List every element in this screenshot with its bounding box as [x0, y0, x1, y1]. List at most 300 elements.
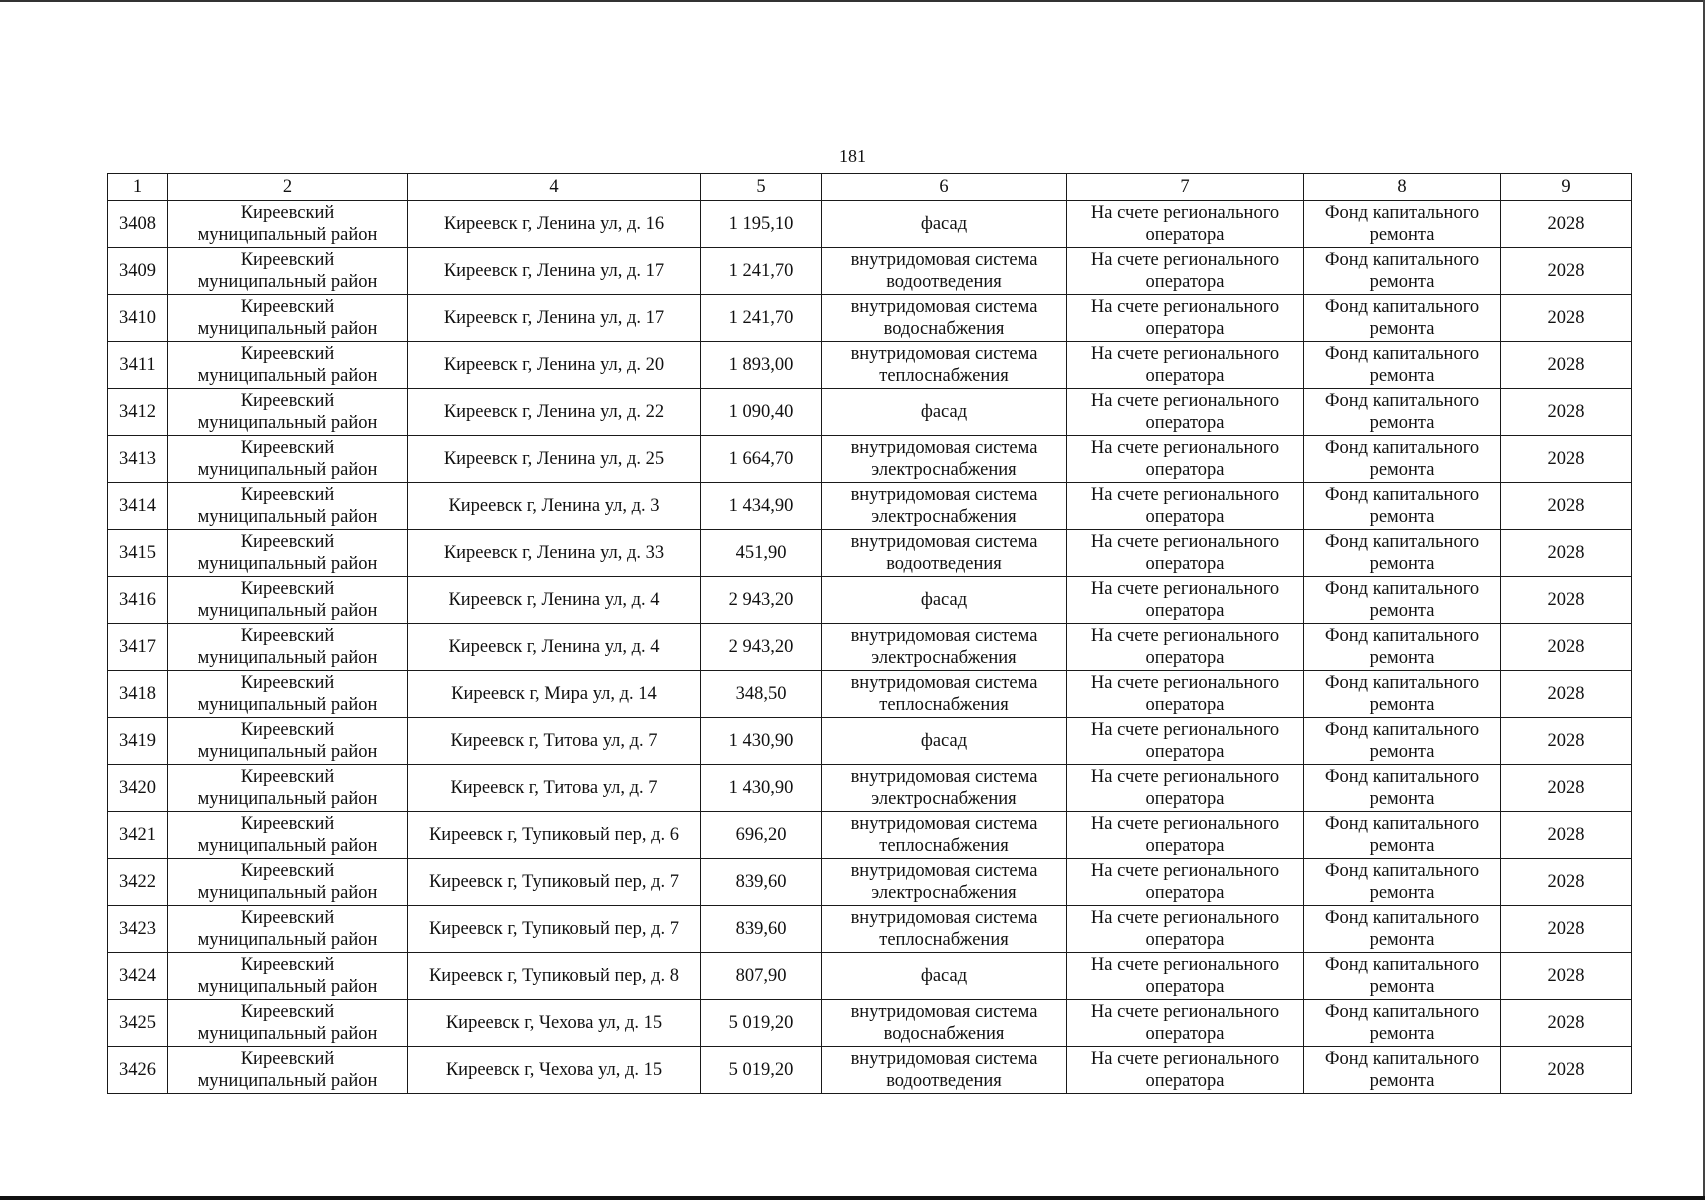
funding-source-cell-line: Фонд капитального — [1324, 532, 1480, 552]
row-number-cell: 3420 — [108, 765, 168, 812]
work-type-cell-line: фасад — [920, 966, 968, 986]
account-cell-line: На счете регионального — [1090, 1002, 1280, 1022]
district-cell — [168, 389, 408, 436]
funding-source-cell-line: Фонд капитального — [1324, 767, 1480, 787]
district-cell-line: Киреевский — [240, 532, 335, 552]
district-cell — [168, 436, 408, 483]
work-type-cell — [822, 1000, 1067, 1047]
area-cell: 1 893,00 — [701, 342, 822, 389]
row-number-cell: 3415 — [108, 530, 168, 577]
address-cell: Киреевск г, Ленина ул, д. 16 — [408, 201, 701, 248]
address-cell: Киреевск г, Ленина ул, д. 17 — [408, 248, 701, 295]
scan-edge-bottom — [0, 1196, 1705, 1200]
work-type-cell-line: внутридомовая система — [850, 485, 1038, 505]
district-cell-line: муниципальный район — [197, 366, 378, 386]
row-number-cell: 3422 — [108, 859, 168, 906]
funding-source-cell — [1304, 295, 1501, 342]
table-row — [108, 248, 1632, 295]
column-number-row — [108, 174, 1632, 201]
account-cell-line: оператора — [1145, 977, 1225, 997]
account-cell — [1067, 953, 1304, 1000]
work-type-cell — [822, 248, 1067, 295]
table-row — [108, 765, 1632, 812]
district-cell — [168, 248, 408, 295]
row-number-cell: 3414 — [108, 483, 168, 530]
district-cell — [168, 295, 408, 342]
account-cell — [1067, 812, 1304, 859]
column-header: 8 — [1304, 174, 1501, 201]
account-cell-line: На счете регионального — [1090, 297, 1280, 317]
work-type-cell — [822, 671, 1067, 718]
account-cell — [1067, 1000, 1304, 1047]
address-cell: Киреевск г, Ленина ул, д. 20 — [408, 342, 701, 389]
district-cell-line: Киреевский — [240, 579, 335, 599]
account-cell — [1067, 718, 1304, 765]
address-cell: Киреевск г, Тупиковый пер, д. 7 — [408, 859, 701, 906]
account-cell-line: оператора — [1145, 319, 1225, 339]
funding-source-cell-line: ремонта — [1369, 1024, 1435, 1044]
work-type-cell-line: внутридомовая система — [850, 344, 1038, 364]
address-cell: Киреевск г, Ленина ул, д. 4 — [408, 577, 701, 624]
work-type-cell — [822, 953, 1067, 1000]
table-row — [108, 342, 1632, 389]
funding-source-cell-line: ремонта — [1369, 930, 1435, 950]
year-cell: 2028 — [1501, 483, 1632, 530]
work-type-cell — [822, 718, 1067, 765]
funding-source-cell-line: Фонд капитального — [1324, 297, 1480, 317]
work-type-cell — [822, 859, 1067, 906]
district-cell — [168, 1047, 408, 1094]
funding-source-cell-line: ремонта — [1369, 601, 1435, 621]
district-cell-line: Киреевский — [240, 720, 335, 740]
work-type-cell-line: водоснабжения — [883, 319, 1005, 339]
district-cell — [168, 577, 408, 624]
funding-source-cell-line: ремонта — [1369, 554, 1435, 574]
work-type-cell-line: внутридомовая система — [850, 673, 1038, 693]
work-type-cell-line: внутридомовая система — [850, 532, 1038, 552]
area-cell: 839,60 — [701, 859, 822, 906]
funding-source-cell — [1304, 248, 1501, 295]
account-cell-line: оператора — [1145, 601, 1225, 621]
district-cell-line: муниципальный район — [197, 977, 378, 997]
funding-source-cell — [1304, 953, 1501, 1000]
account-cell — [1067, 530, 1304, 577]
column-header: 6 — [822, 174, 1067, 201]
account-cell-line: На счете регионального — [1090, 908, 1280, 928]
year-cell: 2028 — [1501, 953, 1632, 1000]
column-header: 7 — [1067, 174, 1304, 201]
district-cell-line: муниципальный район — [197, 742, 378, 762]
year-cell: 2028 — [1501, 906, 1632, 953]
funding-source-cell — [1304, 436, 1501, 483]
year-cell: 2028 — [1501, 577, 1632, 624]
district-cell-line: Киреевский — [240, 767, 335, 787]
district-cell-line: муниципальный район — [197, 930, 378, 950]
district-cell-line: муниципальный район — [197, 319, 378, 339]
area-cell: 2 943,20 — [701, 624, 822, 671]
year-cell: 2028 — [1501, 389, 1632, 436]
funding-source-cell-line: ремонта — [1369, 413, 1435, 433]
funding-source-cell-line: ремонта — [1369, 695, 1435, 715]
work-type-cell-line: электроснабжения — [871, 460, 1017, 480]
work-type-cell — [822, 483, 1067, 530]
account-cell-line: На счете регионального — [1090, 532, 1280, 552]
table-row — [108, 389, 1632, 436]
area-cell: 5 019,20 — [701, 1047, 822, 1094]
column-header: 4 — [408, 174, 701, 201]
funding-source-cell-line: ремонта — [1369, 225, 1435, 245]
funding-source-cell-line: ремонта — [1369, 742, 1435, 762]
district-cell-line: Киреевский — [240, 391, 335, 411]
funding-source-cell-line: ремонта — [1369, 272, 1435, 292]
account-cell-line: оператора — [1145, 1071, 1225, 1091]
year-cell: 2028 — [1501, 859, 1632, 906]
account-cell-line: На счете регионального — [1090, 955, 1280, 975]
row-number-cell: 3423 — [108, 906, 168, 953]
row-number-cell: 3426 — [108, 1047, 168, 1094]
work-type-cell — [822, 577, 1067, 624]
funding-source-cell — [1304, 530, 1501, 577]
account-cell — [1067, 201, 1304, 248]
account-cell-line: На счете регионального — [1090, 579, 1280, 599]
funding-source-cell-line: ремонта — [1369, 366, 1435, 386]
work-type-cell-line: теплоснабжения — [879, 930, 1009, 950]
column-header: 1 — [108, 174, 168, 201]
work-type-cell — [822, 1047, 1067, 1094]
work-type-cell-line: фасад — [920, 590, 968, 610]
district-cell — [168, 812, 408, 859]
account-cell-line: На счете регионального — [1090, 203, 1280, 223]
account-cell-line: оператора — [1145, 789, 1225, 809]
table-row — [108, 953, 1632, 1000]
account-cell-line: На счете регионального — [1090, 250, 1280, 270]
table-row — [108, 1047, 1632, 1094]
address-cell: Киреевск г, Чехова ул, д. 15 — [408, 1047, 701, 1094]
table-row — [108, 436, 1632, 483]
row-number-cell: 3413 — [108, 436, 168, 483]
address-cell: Киреевск г, Чехова ул, д. 15 — [408, 1000, 701, 1047]
row-number-cell: 3425 — [108, 1000, 168, 1047]
district-cell-line: муниципальный район — [197, 695, 378, 715]
work-type-cell-line: внутридомовая система — [850, 908, 1038, 928]
district-cell-line: муниципальный район — [197, 413, 378, 433]
row-number-cell: 3418 — [108, 671, 168, 718]
district-cell — [168, 342, 408, 389]
row-number-cell: 3421 — [108, 812, 168, 859]
account-cell — [1067, 483, 1304, 530]
district-cell-line: Киреевский — [240, 814, 335, 834]
district-cell — [168, 953, 408, 1000]
work-type-cell — [822, 201, 1067, 248]
work-type-cell — [822, 624, 1067, 671]
year-cell: 2028 — [1501, 295, 1632, 342]
work-type-cell — [822, 530, 1067, 577]
account-cell-line: На счете регионального — [1090, 626, 1280, 646]
year-cell: 2028 — [1501, 248, 1632, 295]
address-cell: Киреевск г, Тупиковый пер, д. 8 — [408, 953, 701, 1000]
column-header: 2 — [168, 174, 408, 201]
funding-source-cell-line: Фонд капитального — [1324, 814, 1480, 834]
table-row — [108, 295, 1632, 342]
district-cell — [168, 765, 408, 812]
district-cell-line: муниципальный район — [197, 836, 378, 856]
district-cell-line: Киреевский — [240, 955, 335, 975]
account-cell-line: оператора — [1145, 507, 1225, 527]
work-type-cell-line: теплоснабжения — [879, 366, 1009, 386]
work-type-cell-line: внутридомовая система — [850, 250, 1038, 270]
district-cell-line: Киреевский — [240, 438, 335, 458]
row-number-cell: 3408 — [108, 201, 168, 248]
table-row — [108, 859, 1632, 906]
account-cell — [1067, 342, 1304, 389]
account-cell-line: На счете регионального — [1090, 1049, 1280, 1069]
work-type-cell-line: внутридомовая система — [850, 626, 1038, 646]
row-number-cell: 3411 — [108, 342, 168, 389]
row-number-cell: 3416 — [108, 577, 168, 624]
account-cell-line: На счете регионального — [1090, 673, 1280, 693]
funding-source-cell-line: ремонта — [1369, 977, 1435, 997]
row-number-cell: 3419 — [108, 718, 168, 765]
area-cell: 696,20 — [701, 812, 822, 859]
work-type-cell-line: внутридомовая система — [850, 297, 1038, 317]
district-cell — [168, 718, 408, 765]
account-cell-line: На счете регионального — [1090, 720, 1280, 740]
funding-source-cell-line: Фонд капитального — [1324, 908, 1480, 928]
funding-source-cell — [1304, 859, 1501, 906]
funding-source-cell-line: ремонта — [1369, 648, 1435, 668]
table-row — [108, 201, 1632, 248]
district-cell-line: муниципальный район — [197, 648, 378, 668]
table-row — [108, 530, 1632, 577]
funding-source-cell — [1304, 718, 1501, 765]
account-cell-line: На счете регионального — [1090, 438, 1280, 458]
work-type-cell-line: фасад — [920, 214, 968, 234]
address-cell: Киреевск г, Ленина ул, д. 3 — [408, 483, 701, 530]
account-cell — [1067, 436, 1304, 483]
page-number: 181 — [839, 146, 866, 166]
work-type-cell — [822, 765, 1067, 812]
funding-source-cell — [1304, 671, 1501, 718]
account-cell-line: На счете регионального — [1090, 391, 1280, 411]
work-type-cell-line: водоотведения — [886, 554, 1002, 574]
column-header: 5 — [701, 174, 822, 201]
account-cell-line: оператора — [1145, 648, 1225, 668]
district-cell-line: Киреевский — [240, 297, 335, 317]
row-number-cell: 3424 — [108, 953, 168, 1000]
district-cell-line: муниципальный район — [197, 272, 378, 292]
address-cell: Киреевск г, Ленина ул, д. 22 — [408, 389, 701, 436]
funding-source-cell — [1304, 765, 1501, 812]
area-cell: 451,90 — [701, 530, 822, 577]
funding-source-cell-line: Фонд капитального — [1324, 1049, 1480, 1069]
account-cell-line: оператора — [1145, 272, 1225, 292]
work-type-cell-line: теплоснабжения — [879, 695, 1009, 715]
work-type-cell — [822, 812, 1067, 859]
district-cell — [168, 1000, 408, 1047]
scan-edge-top — [0, 0, 1705, 2]
district-cell-line: Киреевский — [240, 1002, 335, 1022]
district-cell — [168, 483, 408, 530]
address-cell: Киреевск г, Мира ул, д. 14 — [408, 671, 701, 718]
account-cell-line: оператора — [1145, 225, 1225, 245]
district-cell-line: Киреевский — [240, 908, 335, 928]
area-cell: 348,50 — [701, 671, 822, 718]
year-cell: 2028 — [1501, 671, 1632, 718]
account-cell-line: оператора — [1145, 836, 1225, 856]
account-cell — [1067, 389, 1304, 436]
funding-source-cell-line: Фонд капитального — [1324, 391, 1480, 411]
area-cell: 1 241,70 — [701, 248, 822, 295]
table-row — [108, 624, 1632, 671]
year-cell: 2028 — [1501, 1000, 1632, 1047]
account-cell-line: На счете регионального — [1090, 344, 1280, 364]
account-cell-line: На счете регионального — [1090, 814, 1280, 834]
account-cell — [1067, 295, 1304, 342]
area-cell: 1 664,70 — [701, 436, 822, 483]
table-row — [108, 812, 1632, 859]
funding-source-cell-line: Фонд капитального — [1324, 344, 1480, 364]
work-type-cell-line: внутридомовая система — [850, 438, 1038, 458]
work-type-cell — [822, 906, 1067, 953]
funding-source-cell — [1304, 577, 1501, 624]
account-cell-line: оператора — [1145, 1024, 1225, 1044]
account-cell — [1067, 248, 1304, 295]
address-cell: Киреевск г, Ленина ул, д. 33 — [408, 530, 701, 577]
work-type-cell-line: теплоснабжения — [879, 836, 1009, 856]
account-cell — [1067, 577, 1304, 624]
work-type-cell — [822, 342, 1067, 389]
area-cell: 1 430,90 — [701, 718, 822, 765]
funding-source-cell-line: Фонд капитального — [1324, 626, 1480, 646]
row-number-cell: 3410 — [108, 295, 168, 342]
district-cell-line: Киреевский — [240, 626, 335, 646]
funding-source-cell-line: Фонд капитального — [1324, 438, 1480, 458]
account-cell-line: оператора — [1145, 366, 1225, 386]
work-type-cell — [822, 436, 1067, 483]
district-cell — [168, 671, 408, 718]
funding-source-cell-line: Фонд капитального — [1324, 673, 1480, 693]
table-body — [108, 201, 1632, 1094]
year-cell: 2028 — [1501, 765, 1632, 812]
account-cell — [1067, 1047, 1304, 1094]
area-cell: 5 019,20 — [701, 1000, 822, 1047]
district-cell-line: муниципальный район — [197, 225, 378, 245]
district-cell-line: Киреевский — [240, 250, 335, 270]
district-cell — [168, 201, 408, 248]
funding-source-cell — [1304, 389, 1501, 436]
account-cell-line: оператора — [1145, 930, 1225, 950]
table-row — [108, 483, 1632, 530]
funding-source-cell-line: Фонд капитального — [1324, 579, 1480, 599]
address-cell: Киреевск г, Ленина ул, д. 25 — [408, 436, 701, 483]
account-cell — [1067, 906, 1304, 953]
funding-source-cell-line: Фонд капитального — [1324, 203, 1480, 223]
district-cell — [168, 906, 408, 953]
row-number-cell: 3412 — [108, 389, 168, 436]
work-type-cell-line: водоснабжения — [883, 1024, 1005, 1044]
year-cell: 2028 — [1501, 436, 1632, 483]
funding-source-cell-line: ремонта — [1369, 789, 1435, 809]
account-cell — [1067, 671, 1304, 718]
district-cell-line: муниципальный район — [197, 554, 378, 574]
district-cell-line: муниципальный район — [197, 1024, 378, 1044]
district-cell-line: муниципальный район — [197, 460, 378, 480]
account-cell-line: На счете регионального — [1090, 861, 1280, 881]
account-cell-line: оператора — [1145, 554, 1225, 574]
work-type-cell-line: электроснабжения — [871, 648, 1017, 668]
column-header: 9 — [1501, 174, 1632, 201]
funding-source-cell-line: Фонд капитального — [1324, 720, 1480, 740]
funding-source-cell — [1304, 483, 1501, 530]
work-type-cell-line: внутридомовая система — [850, 1049, 1038, 1069]
district-cell-line: Киреевский — [240, 1049, 335, 1069]
funding-source-cell-line: ремонта — [1369, 1071, 1435, 1091]
row-number-cell: 3409 — [108, 248, 168, 295]
funding-source-cell — [1304, 1000, 1501, 1047]
area-cell: 1 195,10 — [701, 201, 822, 248]
district-cell-line: Киреевский — [240, 203, 335, 223]
table-row — [108, 671, 1632, 718]
address-cell: Киреевск г, Титова ул, д. 7 — [408, 765, 701, 812]
address-cell: Киреевск г, Тупиковый пер, д. 7 — [408, 906, 701, 953]
table-row — [108, 1000, 1632, 1047]
year-cell: 2028 — [1501, 530, 1632, 577]
address-cell: Киреевск г, Ленина ул, д. 17 — [408, 295, 701, 342]
year-cell: 2028 — [1501, 1047, 1632, 1094]
funding-source-cell-line: Фонд капитального — [1324, 955, 1480, 975]
table-row — [108, 718, 1632, 765]
district-cell-line: Киреевский — [240, 485, 335, 505]
district-cell-line: Киреевский — [240, 344, 335, 364]
year-cell: 2028 — [1501, 624, 1632, 671]
account-cell — [1067, 859, 1304, 906]
work-type-cell-line: внутридомовая система — [850, 1002, 1038, 1022]
account-cell-line: оператора — [1145, 413, 1225, 433]
account-cell-line: На счете регионального — [1090, 485, 1280, 505]
address-cell: Киреевск г, Титова ул, д. 7 — [408, 718, 701, 765]
table-row — [108, 577, 1632, 624]
account-cell-line: оператора — [1145, 742, 1225, 762]
area-cell: 1 430,90 — [701, 765, 822, 812]
district-cell-line: муниципальный район — [197, 789, 378, 809]
funding-source-cell — [1304, 812, 1501, 859]
work-type-cell — [822, 295, 1067, 342]
work-type-cell-line: электроснабжения — [871, 883, 1017, 903]
funding-source-cell — [1304, 906, 1501, 953]
funding-source-cell-line: Фонд капитального — [1324, 861, 1480, 881]
work-type-cell-line: фасад — [920, 731, 968, 751]
repair-register-table — [107, 173, 1632, 1094]
account-cell-line: оператора — [1145, 695, 1225, 715]
funding-source-cell — [1304, 1047, 1501, 1094]
district-cell-line: муниципальный район — [197, 507, 378, 527]
account-cell-line: На счете регионального — [1090, 767, 1280, 787]
funding-source-cell-line: Фонд капитального — [1324, 1002, 1480, 1022]
account-cell — [1067, 765, 1304, 812]
district-cell — [168, 530, 408, 577]
row-number-cell: 3417 — [108, 624, 168, 671]
area-cell: 1 434,90 — [701, 483, 822, 530]
area-cell: 1 241,70 — [701, 295, 822, 342]
year-cell: 2028 — [1501, 812, 1632, 859]
district-cell-line: муниципальный район — [197, 883, 378, 903]
district-cell-line: муниципальный район — [197, 1071, 378, 1091]
funding-source-cell-line: ремонта — [1369, 836, 1435, 856]
address-cell: Киреевск г, Тупиковый пер, д. 6 — [408, 812, 701, 859]
work-type-cell-line: электроснабжения — [871, 789, 1017, 809]
work-type-cell — [822, 389, 1067, 436]
funding-source-cell-line: Фонд капитального — [1324, 485, 1480, 505]
